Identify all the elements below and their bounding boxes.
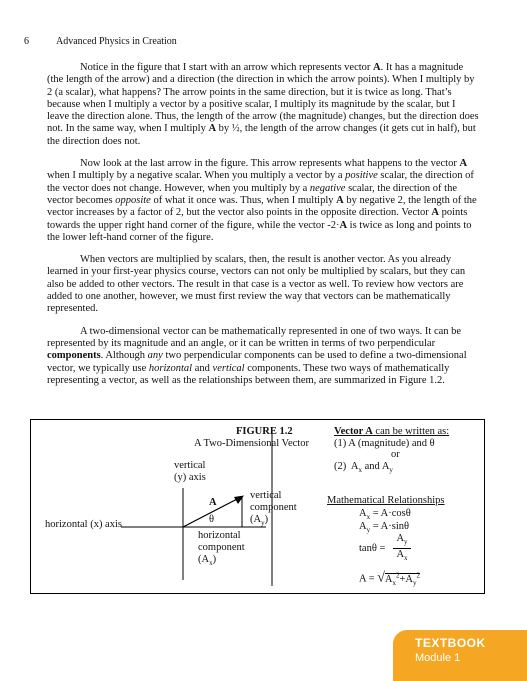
figure-1-2 [30,419,485,594]
horizontal-axis-label: horizontal (x) axis [45,519,122,530]
relation-tan: tanθ = [359,543,386,554]
badge-subtitle: Module 1 [415,652,461,664]
vertical-component-label: vertical component $(A_y)$ [250,490,297,528]
relation-a: $A = √A_x^2+A_y^2$ [359,570,420,587]
option-2: (2) $A_x$ and $A_y$ [334,461,393,475]
textbook-badge [393,630,527,681]
page-number: 6 [24,36,29,47]
body-text [47,62,480,397]
option-1: (1) A (magnitude) and θ [334,438,435,449]
badge-title: TEXTBOOK [415,636,486,650]
paragraph: Notice in the figure that I start with an arrow which represents vector A. It has a magnitude (the length of the arrow) and a direction (the direction in which the arrow points). When I multiply by 2 (a scalar), what happens? The arrow points in the same direction, but it is twice as long. That’s because when I multiply a vector by a positive scalar, I multiply its magnitude by the scalar, but I leave the direction alone. Thus, the length of the arrow (the magnitude) changes, but the direction does not. In the same way, when I multiply A by ½, the length of the arrow changes (it gets cut in half), but the direction does not. [47,62,479,147]
horizontal-component-label: horizontal component $(A_x)$ [198,530,245,568]
relation-ay: $A_y = A\cdot\sin\theta$ [359,521,410,535]
written-heading: Vector A can be written as: [334,426,450,437]
relation-ax: $A_x = A\cdot\cos\theta$ [359,508,411,522]
relation-tan-fraction: $A_y$ $A_x$ [393,533,411,564]
paragraph: When vectors are multiplied by scalars, then, the result is another vector. As you already learned in your first-year physics course, vectors can not only be multiplied by scalars, but they can also be added to other vectors. The result in that case is a vector as well. To review how vectors are added to one another, however, we must first review the way that vectors can be mathematically represented. [47,254,466,315]
vector-label: A [209,497,217,508]
vertical-axis-label: vertical (y) axis [174,460,206,483]
paragraph: A two-dimensional vector can be mathematically represented in one of two ways. It can be represented by its magnitude and an angle, or it can be written in terms of two perpendicular components. Although any two perpendicular components can be used to define a two-dimensional vector, we typically use horizontal and vertical components. These two ways of mathematically representing a vector, as well as the relationships between them, are summarized in Figure 1.2. [47,325,467,386]
figure-title: FIGURE 1.2 [236,426,293,437]
paragraph: Now look at the last arrow in the figure. This arrow represents what happens to the vector A when I multiply by a negative scalar. When you multiply a vector by a positive scalar, the direction of the vector does not change. However, when you multiply by a negative scalar, the direction of the vector becomes opposite of what it once was. Thus, when I multiply A by negative 2, the length of the vector increases by a factor of 2, but the vector also points in the opposite direction. Vector A points towards the upper right hand corner of the figure, while the vector -2·A is twice as long and points to the lower left-hand corner of the figure. [47,158,477,243]
page-header [24,36,177,47]
option-or: or [391,449,400,460]
angle-label: θ [209,514,215,525]
book-title: Advanced Physics in Creation [56,36,177,47]
relations-heading: Mathematical Relationships [327,495,445,506]
figure-subtitle: A Two-Dimensional Vector [194,438,309,449]
